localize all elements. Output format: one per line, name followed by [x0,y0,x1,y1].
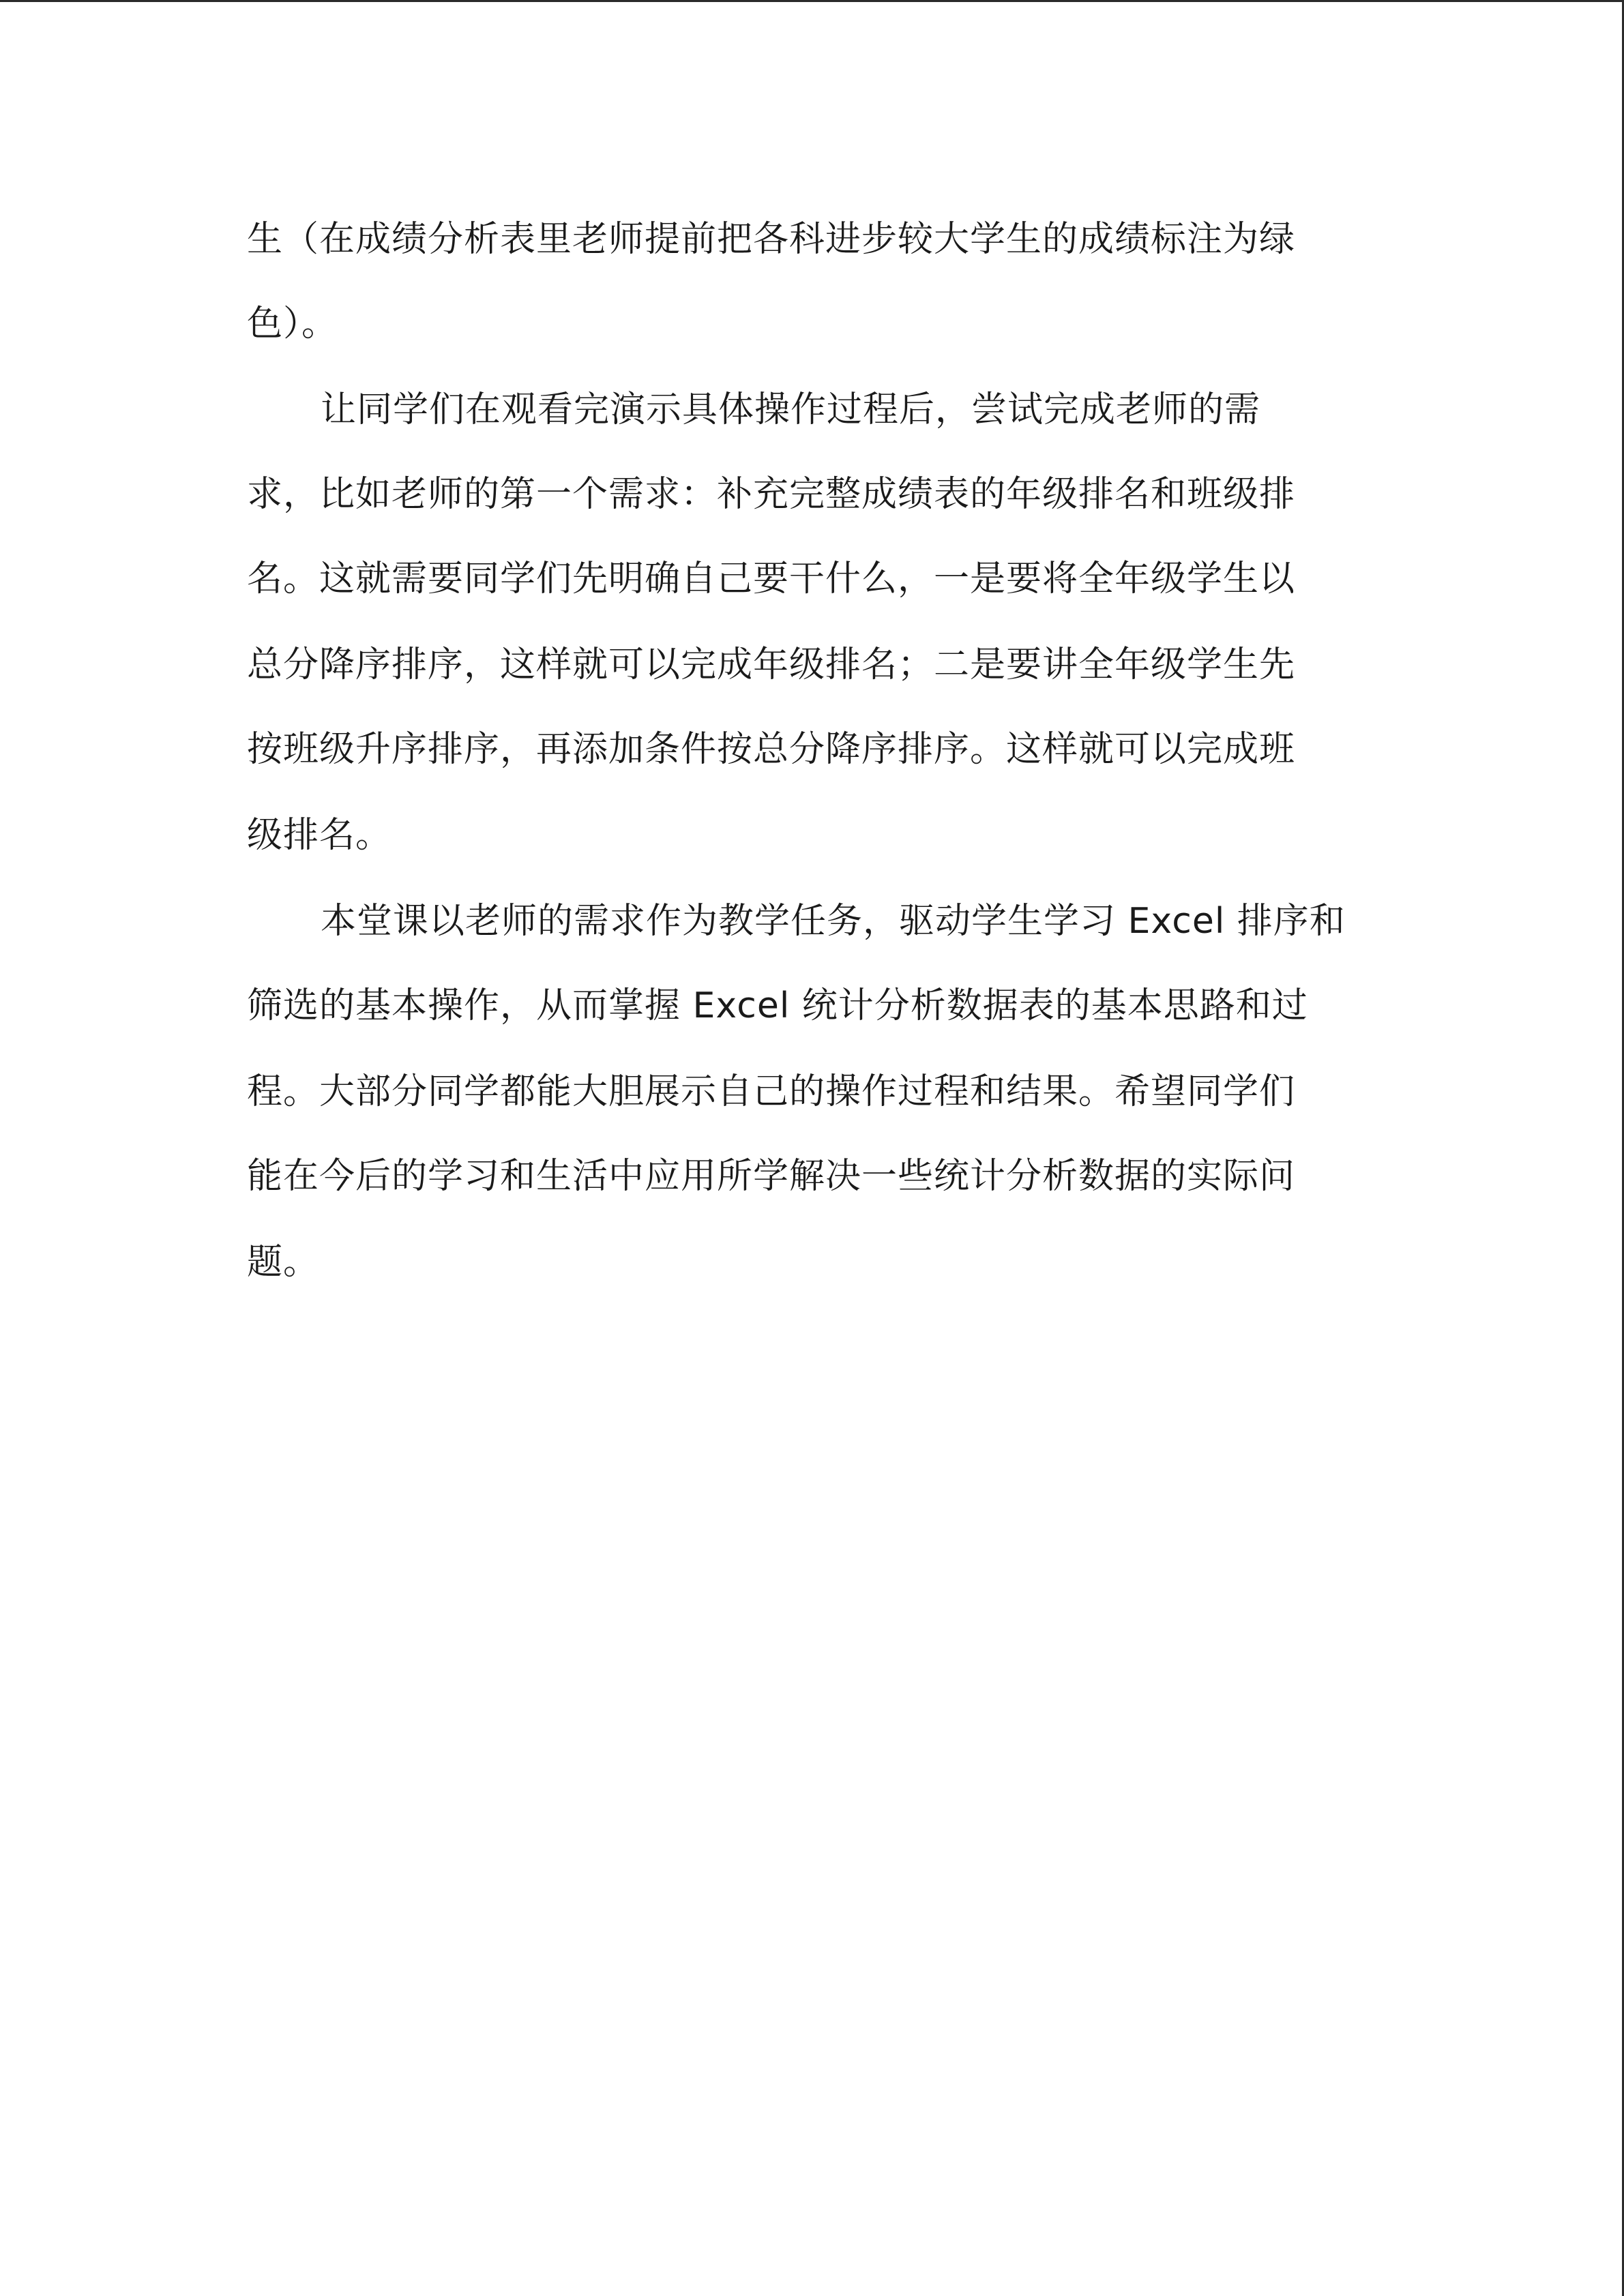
paragraph-3-line-3: 程。大部分同学都能大胆展示自己的操作过程和结果。希望同学们 [247,1071,1296,1112]
paragraph-2-line-5: 按班级升序排序，再添加条件按总分降序排序。这样就可以完成班 [247,729,1296,770]
paragraph-1-line-1: 生（在成绩分析表里老师提前把各科进步较大学生的成绩标注为绿 [247,219,1296,260]
page-top-border [0,0,1624,2]
paragraph-3-line-5: 题。 [247,1242,320,1283]
paragraph-1-line-2: 色）。 [247,303,338,344]
paragraph-2-line-2: 求，比如老师的第一个需求：补充完整成绩表的年级排名和班级排 [247,474,1296,515]
paragraph-3-line-4: 能在今后的学习和生活中应用所学解决一些统计分析数据的实际问 [247,1156,1296,1197]
paragraph-2-line-3: 名。这就需要同学们先明确自己要干什么，一是要将全年级学生以 [247,558,1296,599]
paragraph-3-line-1: 本堂课以老师的需求作为教学任务，驱动学生学习 Excel 排序和 [321,901,1346,942]
paragraph-2-line-4: 总分降序排序，这样就可以完成年级排名；二是要讲全年级学生先 [247,644,1296,685]
paragraph-2-line-6: 级排名。 [247,815,392,856]
paragraph-2-line-1: 让同学们在观看完演示具体操作过程后，尝试完成老师的需 [321,389,1261,430]
paragraph-3-line-2: 筛选的基本操作，从而掌握 Excel 统计分析数据表的基本思路和过 [247,985,1308,1026]
